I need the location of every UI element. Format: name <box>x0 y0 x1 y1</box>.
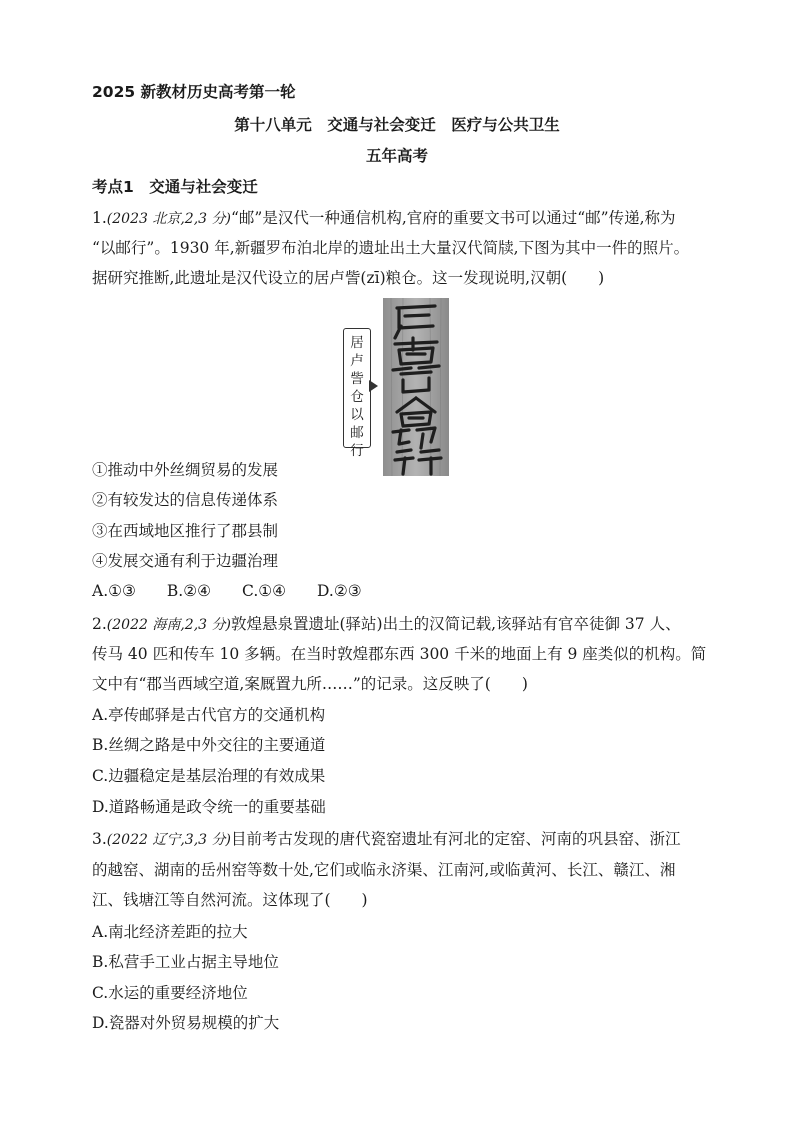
q1-number: 1. <box>92 209 107 227</box>
q1-line-2: “以邮行”。1930 年,新疆罗布泊北岸的遗址出土大量汉代简牍,下图为其中一件的照片。 <box>92 239 690 257</box>
q1-statement-2: ②有较发达的信息传递体系 <box>92 491 279 509</box>
q3-number: 3. <box>92 830 107 848</box>
topic-heading: 考点1 交通与社会变迁 <box>92 178 258 196</box>
q2-source: (2022 海南,2,3 分) <box>106 617 231 633</box>
q3-line-3: 江、钱塘江等自然河流。这体现了( ) <box>92 891 368 909</box>
q2-line-1 <box>92 614 681 635</box>
q2-option-b: B.丝绸之路是中外交往的主要通道 <box>92 736 326 754</box>
q3-option-b: B.私营手工业占据主导地位 <box>92 953 279 971</box>
bamboo-slip-photo <box>383 298 449 476</box>
q1-statement-3: ③在西域地区推行了郡县制 <box>92 522 279 540</box>
q2-line-3: 文中有“郡当西域空道,案厩置九所……”的记录。这反映了( ) <box>92 675 528 693</box>
q1-statement-4: ④发展交通有利于边疆治理 <box>92 552 279 570</box>
bamboo-slip-figure <box>343 298 451 476</box>
q2-text-1: 敦煌悬泉置遗址(驿站)出土的汉简记载,该驿站有官卒徒御 37 人、 <box>230 615 681 633</box>
q2-option-c: C.边疆稳定是基层治理的有效成果 <box>92 767 326 785</box>
q3-line-1 <box>92 829 680 850</box>
callout-pointer <box>369 380 378 392</box>
q1-statement-1: ①推动中外丝绸贸易的发展 <box>92 461 279 479</box>
q1-text-1: “邮”是汉代一种通信机构,官府的重要文书可以通过“邮”传递,称为 <box>230 209 676 227</box>
callout-box <box>343 328 371 459</box>
callout-label: 居卢訾仓以邮行 <box>350 335 364 459</box>
q3-option-c: C.水运的重要经济地位 <box>92 984 248 1002</box>
q3-option-d: D.瓷器对外贸易规模的扩大 <box>92 1014 280 1032</box>
q2-option-d: D.道路畅通是政令统一的重要基础 <box>92 798 326 816</box>
series-title: 2025 新教材历史高考第一轮 <box>92 83 296 101</box>
q2-line-2: 传马 40 匹和传车 10 多辆。在当时敦煌郡东西 300 千米的地面上有 9 座类似的机构。简 <box>92 645 707 663</box>
q3-text-1: 目前考古发现的唐代瓷窑遗址有河北的定窑、河南的巩县窑、浙江 <box>230 830 681 848</box>
q1-line-1 <box>92 208 676 229</box>
q3-line-2: 的越窑、湖南的岳州窑等数十处,它们或临永济渠、江南河,或临黄河、长江、赣江、湘 <box>92 861 676 879</box>
q3-source: (2022 辽宁,3,3 分) <box>106 832 231 848</box>
q2-number: 2. <box>92 615 107 633</box>
q1-source: (2023 北京,2,3 分) <box>106 211 231 227</box>
q3-option-a: A.南北经济差距的拉大 <box>92 923 248 941</box>
q1-choices: A.①③ B.②④ C.①④ D.②③ <box>92 582 362 600</box>
unit-title: 第十八单元 交通与社会变迁 医疗与公共卫生 <box>234 116 560 134</box>
q2-option-a: A.亭传邮驿是古代官方的交通机构 <box>92 706 326 724</box>
q1-line-3: 据研究推断,此遗址是汉代设立的居卢訾(zī)粮仓。这一发现说明,汉朝( ) <box>92 269 605 287</box>
section-subtitle: 五年高考 <box>365 147 428 165</box>
